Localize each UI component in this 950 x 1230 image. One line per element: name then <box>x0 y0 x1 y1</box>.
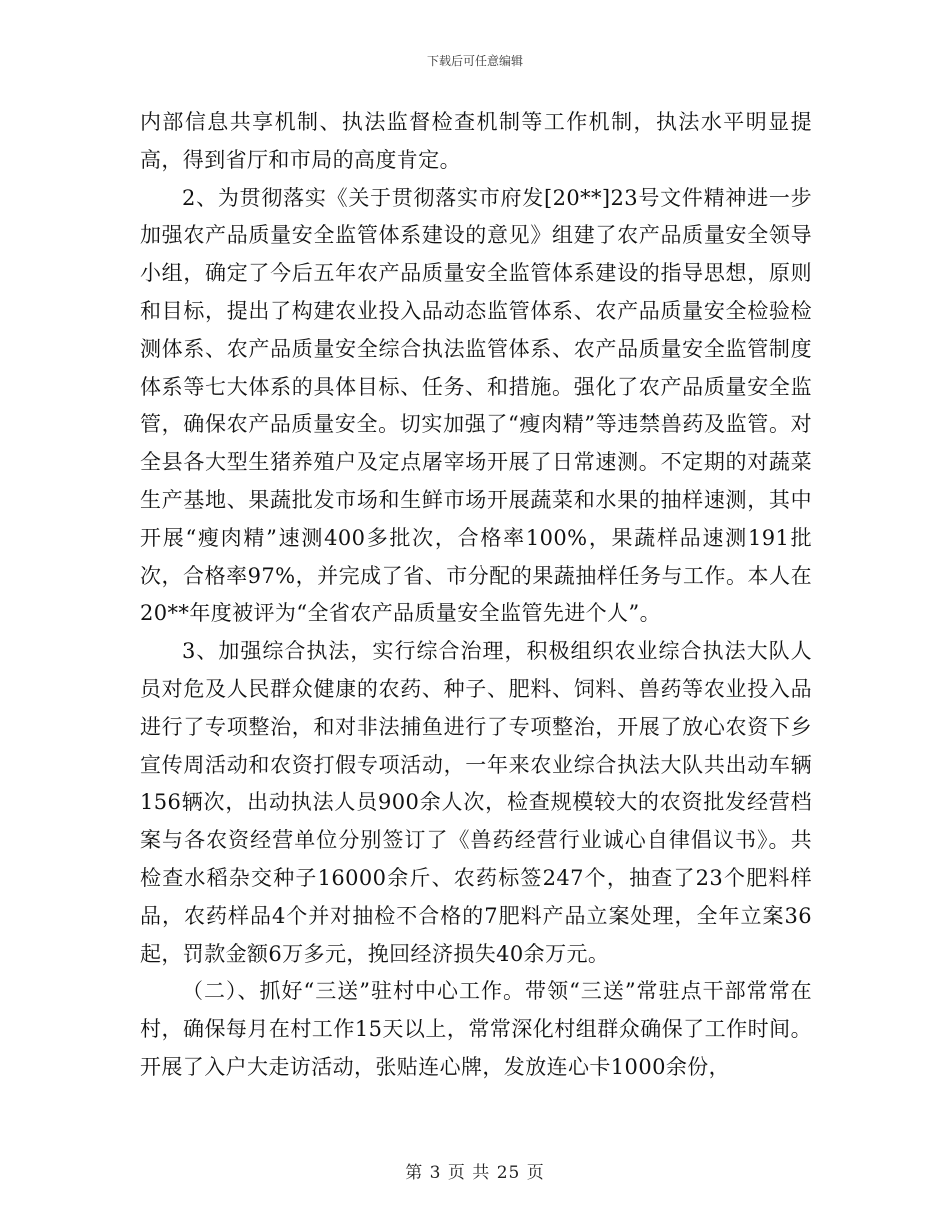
page-number-footer: 第 3 页 共 25 页 <box>405 1163 545 1183</box>
document-body <box>140 104 812 1087</box>
page-header: 下载后可任意编辑 <box>426 54 523 68</box>
paragraph-item-2: 2、为贯彻落实《关于贯彻落实市府发[20**]23号文件精神进一步加强农产品质量安全监管体系建设的意见》组建了农产品质量安全领导小组，确定了今后五年农产品质量安全监管体系建设的指导思想，原则和目标，提出了构建农业投入品动态监管体系、农产品质量安全检验检测体系、农产品质量安全综合执法监管体系、农产品质量安全监管制度体系等七大体系的具体目标、任务、和措施。强化了农产品质量安全监管，确保农产品质量安全。切实加强了“瘦肉精”等违禁兽药及监管。对全县各大型生猪养殖户及定点屠宰场开展了日常速测。不定期的对蔬菜生产基地、果蔬批发市场和生鲜市场开展蔬菜和水果的抽样速测，其中开展“瘦肉精”速测400多批次，合格率100%，果蔬样品速测191批次，合格率97%，并完成了省、市分配的果蔬抽样任务与工作。本人在20**年度被评为“全省农产品质量安全监管先进个人”。 <box>140 185 812 626</box>
paragraph-continuation: 内部信息共享机制、执法监督检查机制等工作机制，执法水平明显提高，得到省厅和市局的高度肯定。 <box>140 110 812 172</box>
paragraph-item-3: 3、加强综合执法，实行综合治理，积极组织农业综合执法大队人员对危及人民群众健康的农药、种子、肥料、饲料、兽药等农业投入品进行了专项整治，和对非法捕鱼进行了专项整治，开展了放心农资下乡宣传周活动和农资打假专项活动，一年来农业综合执法大队共出动车辆156辆次，出动执法人员900余人次，检查规模较大的农资批发经营档案与各农资经营单位分别签订了《兽药经营行业诚心自律倡议书》。共检查水稻杂交种子16000余斤、农药标签247个，抽查了23个肥料样品，农药样品4个并对抽检不合格的7肥料产品立案处理，全年立案36起，罚款金额6万多元，挽回经济损失40余万元。 <box>140 639 812 966</box>
paragraph-section-2: （二）、抓好“三送”驻村中心工作。带领“三送”常驻点干部常常在村，确保每月在村工作15天以上，常常深化村组群众确保了工作时间。开展了入户大走访活动，张贴连心牌，发放连心卡1000余份， <box>140 979 812 1079</box>
